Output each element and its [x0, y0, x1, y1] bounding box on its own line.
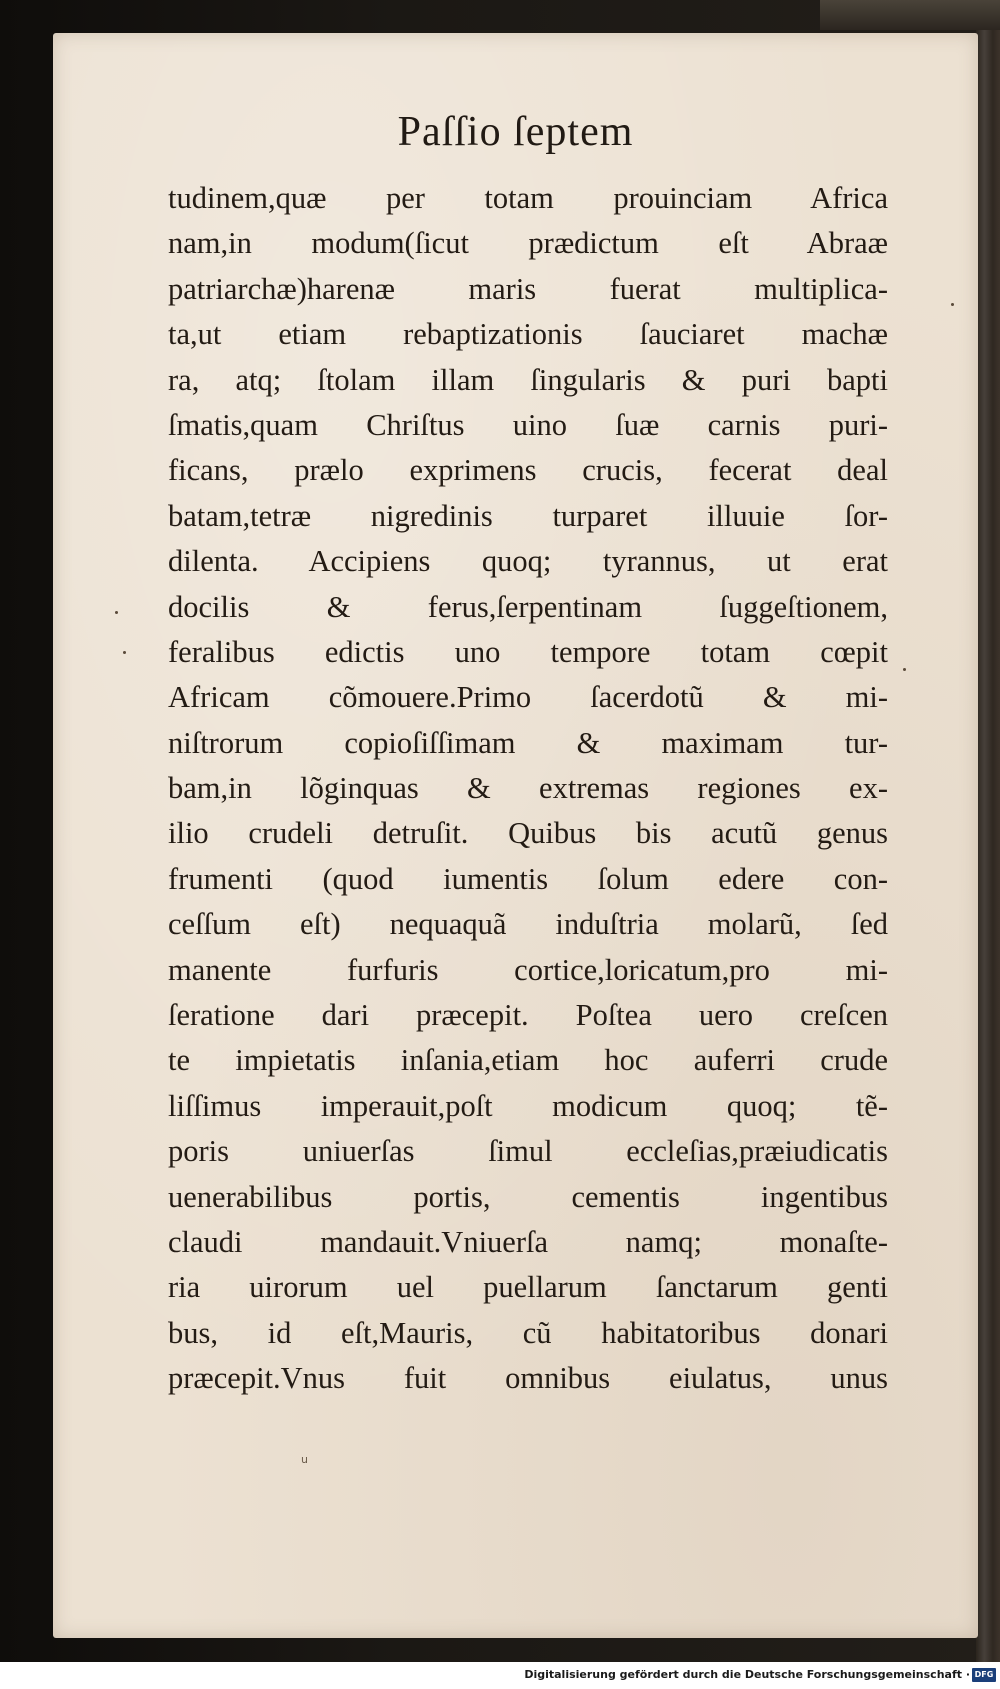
text-line: ta,ut etiam rebaptizationis ſauciaret machæ: [168, 317, 888, 352]
text-line: poris uniuerſas ſimul eccleſias,præiudicatis: [168, 1134, 888, 1169]
text-line: tudinem,quæ per totam prouinciam Africa: [168, 181, 888, 215]
signature-mark: u: [301, 1453, 308, 1466]
text-line: uenerabilibus portis, cementis ingentibus: [168, 1179, 888, 1214]
body-text: [168, 176, 888, 1402]
text-line: batam,tetræ nigredinis turparet illuuie ſor-: [168, 498, 888, 533]
footer-bar: [0, 1662, 1000, 1689]
text-line: ficans, prælo exprimens crucis, fecerat deal: [168, 453, 888, 488]
page-edge-top: [820, 0, 1000, 30]
text-line: ria uirorum uel puellarum ſanctarum genti: [168, 1270, 888, 1305]
text-line: liſſimus imperauit,poſt modicum quoq; tẽ-: [168, 1088, 888, 1123]
text-line: manente furfuris cortice,loricatum,pro mi-: [168, 952, 888, 987]
margin-speck: [123, 651, 126, 654]
margin-speck: [951, 303, 954, 306]
margin-speck: [115, 611, 118, 614]
text-line: docilis & ferus,ſerpentinam ſuggeſtionem,: [168, 589, 888, 624]
text-line: frumenti (quod iumentis ſolum edere con-: [168, 861, 888, 896]
text-line: ra, atq; ſtolam illam ſingularis & puri bapti: [168, 362, 888, 397]
binding-edge: [976, 0, 1000, 1662]
text-line: feralibus edictis uno tempore totam cœpit: [168, 634, 888, 669]
text-line: dilenta. Accipiens quoq; tyrannus, ut erat: [168, 544, 888, 579]
text-line: Africam cõmouere.Primo ſacerdotũ & mi-: [168, 680, 888, 715]
text-line: ſmatis,quam Chriſtus uino ſuæ carnis puri-: [168, 407, 888, 442]
dfg-logo[interactable]: DFG: [972, 1668, 996, 1682]
text-line: præcepit.Vnus fuit omnibus eiulatus, unus: [168, 1361, 888, 1396]
text-line: claudi mandauit.Vniuerſa namq; monaſte-: [168, 1224, 888, 1259]
book-page: [53, 33, 978, 1638]
running-head: Paſſio ſeptem: [397, 109, 634, 155]
text-line: bus, id eſt,Mauris, cũ habitatoribus donari: [168, 1315, 888, 1350]
text-line: ſeratione dari præcepit. Poſtea uero creſcen: [168, 998, 888, 1033]
text-line: ceſſum eſt) nequaquã induſtria molarũ, ſed: [168, 907, 888, 942]
text-line: niſtrorum copioſiſſimam & maximam tur-: [168, 725, 888, 760]
text-line: patriarchæ)harenæ maris fuerat multiplica-: [168, 271, 888, 306]
text-line: nam,in modum(ſicut prædictum eſt Abraæ: [168, 226, 888, 261]
text-line: te impietatis inſania,etiam hoc auferri crude: [168, 1043, 888, 1078]
margin-speck: [903, 668, 906, 671]
funding-credit: Digitalisierung gefördert durch die Deutsche Forschungsgemeinschaft ·: [524, 1668, 970, 1681]
text-line: bam,in lõginquas & extremas regiones ex-: [168, 771, 888, 806]
text-line: ilio crudeli detruſit. Quibus bis acutũ genus: [168, 816, 888, 851]
